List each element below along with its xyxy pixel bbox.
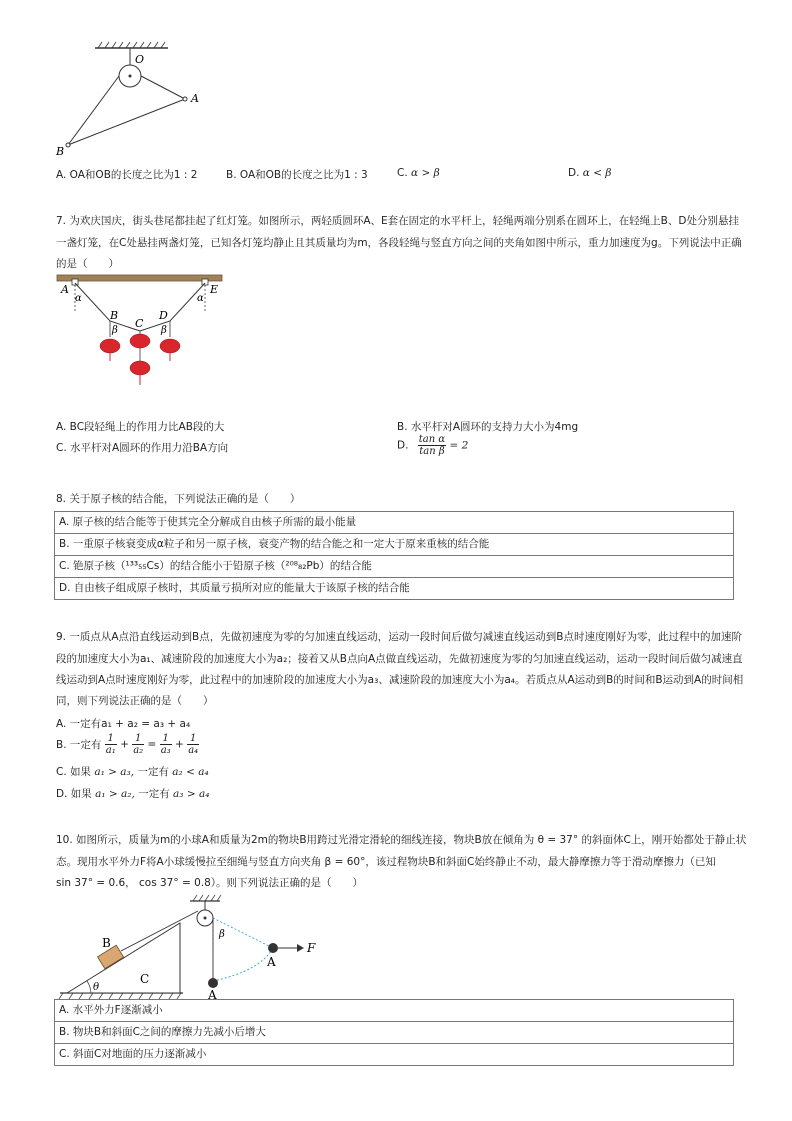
- q9-stem-line-3: 线运动到A点时速度刚好为零，此过程中的加速阶段的加速度大小为a₃、减速阶段的加速度大小为a₄。若质点从A运动到B的时间和B运动到A的时间相: [56, 674, 744, 686]
- q9-b-frac-3-den: a₃: [160, 745, 171, 756]
- q7-stem-line-3: 的是（ ）: [56, 258, 119, 270]
- q6-option-b[interactable]: B. OA和OB的长度之比为1 : 3: [226, 169, 368, 181]
- q9-option-c-cond: a₁ > a₃,: [94, 766, 135, 778]
- q9-option-c-res: a₂ < a₄: [172, 766, 209, 778]
- q9-b-frac-2-num: 1: [132, 733, 144, 745]
- q7-option-d[interactable]: [397, 434, 468, 457]
- q7-option-d-rhs: = 2: [449, 439, 469, 452]
- q7-stem-line-2: 一盏灯笼，在C处悬挂两盏灯笼，已知各灯笼均静止且其质量均为m，各段轻绳与竖直方向之间的夹角如图中所示，重力加速度为g。下列说法中正确: [56, 237, 742, 249]
- q6-label-b: B: [56, 145, 65, 158]
- q9-b-frac-2: [132, 733, 144, 756]
- q10-label-a-displaced: A: [267, 955, 276, 969]
- q6-option-c-prefix: C.: [397, 167, 408, 179]
- q9-option-d-prefix: D. 如果: [56, 788, 92, 800]
- q7-label-e: E: [210, 283, 219, 296]
- q10-options-table: [54, 999, 734, 1066]
- q6-option-d-math: α < β: [582, 167, 612, 179]
- q9-b-frac-3-num: 1: [160, 733, 172, 745]
- q9-b-frac-1: [105, 733, 117, 756]
- q8-option-a[interactable]: A. 原子核的结合能等于使其完全分解成自由核子所需的最小能量: [55, 512, 733, 534]
- q6-label-o: O: [135, 53, 145, 66]
- q10-figure: [55, 893, 335, 1003]
- q6-option-c[interactable]: [397, 167, 440, 179]
- q7-label-b: B: [110, 309, 119, 322]
- q9-option-c-prefix: C. 如果: [56, 766, 92, 778]
- q10-label-f: F: [307, 941, 316, 955]
- q9-b-frac-1-den: a₁: [105, 745, 116, 756]
- q6-label-a: A: [191, 92, 199, 105]
- q10-option-c[interactable]: C. 斜面C对地面的压力逐渐减小: [59, 1048, 207, 1060]
- q8-option-c[interactable]: C. 铯原子核（¹³³₅₅Cs）的结合能小于铅原子核（²⁰⁸₈₂Pb）的结合能: [55, 556, 733, 578]
- q10-label-a-hanging: A: [208, 988, 217, 1002]
- q10-stem-line-1: 10. 如图所示，质量为m的小球A和质量为2m的物块B用跨过光滑定滑轮的细线连接，物块B放在倾角为 θ = 37° 的斜面体C上，刚开始都处于静止状: [56, 834, 747, 846]
- q6-option-d-prefix: D.: [568, 167, 580, 179]
- q6-option-c-math: α > β: [411, 167, 440, 179]
- q6-option-a[interactable]: A. OA和OB的长度之比为1 : 2: [56, 169, 198, 181]
- q9-stem-line-2: 段的加速度大小为a₁、减速阶段的加速度大小为a₂；接着又从B点向A点做直线运动，先做初速度为零的匀加速直线运动，运动一段时间后做匀减速直: [56, 653, 743, 665]
- q7-label-beta-right: β: [161, 325, 167, 336]
- q8-stem: 8. 关于原子核的结合能，下列说法正确的是（ ）: [56, 493, 301, 505]
- q10-label-beta: β: [219, 929, 225, 940]
- q6-option-d[interactable]: [568, 167, 611, 179]
- q7-label-c: C: [135, 317, 144, 330]
- q9-option-d-cond: a₁ > a₂,: [95, 788, 135, 800]
- q7-option-b[interactable]: B. 水平杆对A圆环的支持力大小为4mg: [397, 421, 579, 433]
- q7-label-alpha-left: α: [75, 293, 82, 304]
- q9-b-frac-3: [160, 733, 172, 756]
- q10-stem-line-2: 态。现用水平外力F将A小球缓慢拉至细绳与竖直方向夹角 β = 60°，该过程物块B和斜面C始终静止不动，最大静摩擦力等于滑动摩擦力（已知: [56, 856, 716, 868]
- q10-label-b: B: [102, 936, 111, 950]
- q9-b-frac-4-num: 1: [187, 733, 199, 745]
- q10-stem-line-3: sin 37° = 0.6， cos 37° = 0.8）。则下列说法正确的是（ ）: [56, 877, 364, 889]
- q7-stem-line-1: 7. 为欢庆国庆，街头巷尾都挂起了红灯笼。如图所示，两轻质圆环A、E套在固定的水平杆上，轻绳两端分别系在圆环上，在轻绳上B、D处分别悬挂: [56, 215, 739, 227]
- q7-option-d-numerator: tan α: [418, 434, 446, 445]
- q9-option-d-mid: 一定有: [138, 788, 170, 800]
- q10-label-c: C: [140, 972, 150, 986]
- q10-option-a[interactable]: A. 水平外力F逐渐减小: [55, 1000, 733, 1022]
- q9-b-frac-4: [187, 733, 199, 756]
- q9-option-d-res: a₃ > a₄: [173, 788, 210, 800]
- q9-b-frac-4-den: a₄: [188, 745, 199, 756]
- q6-figure: [50, 38, 220, 158]
- q7-label-beta-left: β: [112, 325, 118, 336]
- q7-option-a[interactable]: A. BC段轻绳上的作用力比AB段的大: [56, 421, 225, 433]
- q7-label-alpha-right: α: [197, 293, 204, 304]
- q7-label-a: A: [61, 283, 69, 296]
- q7-option-d-fraction: [418, 434, 446, 457]
- q9-option-d[interactable]: [56, 786, 209, 801]
- q9-option-c-mid: 一定有: [137, 766, 169, 778]
- q9-option-b-prefix: B. 一定有: [56, 739, 102, 751]
- q9-option-a[interactable]: A. 一定有a₁ + a₂ = a₃ + a₄: [56, 718, 191, 730]
- q9-stem-line-4: 同，则下列说法正确的是（ ）: [56, 695, 214, 707]
- q9-option-c[interactable]: [56, 764, 209, 779]
- q7-option-d-prefix: D.: [397, 439, 409, 452]
- q8-option-d[interactable]: D. 自由核子组成原子核时，其质量亏损所对应的能量大于该原子核的结合能: [59, 582, 410, 594]
- q7-option-c[interactable]: C. 水平杆对A圆环的作用力沿BA方向: [56, 442, 229, 454]
- q7-option-d-denominator: tan β: [419, 446, 445, 457]
- q9-b-frac-1-num: 1: [105, 733, 117, 745]
- q7-figure: [55, 273, 225, 395]
- q7-label-d: D: [159, 309, 168, 322]
- q8-options-table: [54, 511, 734, 600]
- q10-label-theta: θ: [93, 982, 100, 993]
- q8-option-b[interactable]: B. 一重原子核衰变成α粒子和另一原子核，衰变产物的结合能之和一定大于原来重核的结合能: [55, 534, 733, 556]
- q10-option-b[interactable]: B. 物块B和斜面C之间的摩擦力先减小后增大: [55, 1022, 733, 1044]
- q9-option-b[interactable]: B. 一定有 $\frac{1}{\text{a₁}}$ + $\frac{1}{\text{a₂}}$ = $\frac{1}{\text{a₃}}$ + $\frac{1}{\text{a₄}}$: [56, 733, 199, 756]
- q9-stem-line-1: 9. 一质点从A点沿直线运动到B点，先做初速度为零的匀加速直线运动，运动一段时间后做匀减速直线运动到B点时速度刚好为零，此过程中的加速阶: [56, 631, 742, 643]
- q9-b-frac-2-den: a₂: [133, 745, 144, 756]
